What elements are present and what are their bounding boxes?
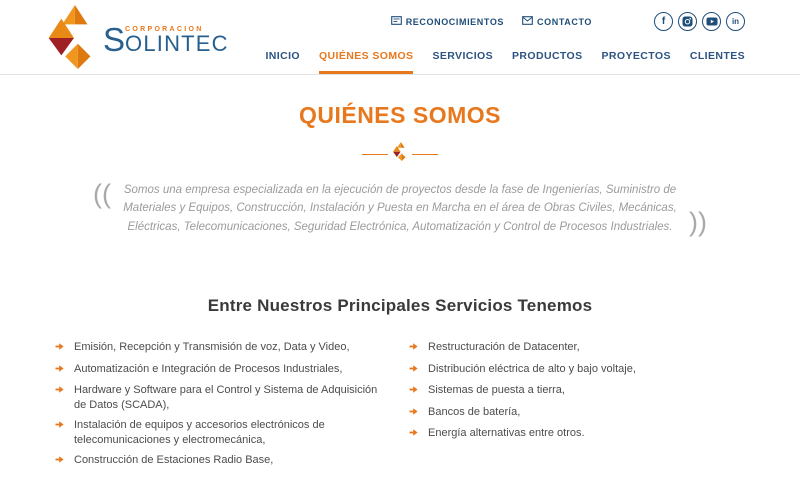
arrow-bullet-icon	[409, 363, 419, 378]
services-section	[0, 296, 800, 475]
list-item: Instalación de equipos y accesorios electrónicos de telecomunicaciones y electromecánica,	[55, 418, 391, 447]
list-item: Sistemas de puesta a tierra,	[409, 383, 745, 399]
services-grid	[0, 340, 800, 475]
arrow-bullet-icon	[409, 427, 419, 442]
instagram-icon[interactable]	[678, 12, 697, 31]
nav-clientes[interactable]: CLIENTES	[689, 50, 745, 62]
quote-open-mark: ((	[93, 179, 111, 209]
arrow-bullet-icon	[55, 341, 65, 356]
list-item: Energía alternativas entre otros.	[409, 426, 745, 442]
brand-logo[interactable]	[48, 0, 229, 74]
brand-corporation-label: CORPORACION	[125, 25, 204, 33]
envelope-icon	[522, 16, 533, 27]
divider-line-right	[412, 154, 438, 155]
youtube-icon[interactable]	[702, 12, 721, 31]
solintec-mini-logo-icon	[393, 142, 407, 166]
list-item: Bancos de batería,	[409, 405, 745, 421]
linkedin-icon[interactable]: in	[726, 12, 745, 31]
utility-bar	[391, 12, 745, 31]
nav-servicios[interactable]: SERVICIOS	[432, 50, 494, 62]
certificate-icon	[391, 16, 402, 27]
quote-close-mark: ))	[689, 207, 707, 238]
list-item: Automatización e Integración de Procesos Industriales,	[55, 362, 391, 378]
arrow-bullet-icon	[409, 341, 419, 356]
list-item: Hardware y Software para el Control y Sistema de Adquisición de Datos (SCADA),	[55, 383, 391, 412]
services-title: Entre Nuestros Principales Servicios Tenemos	[207, 296, 593, 316]
brand-wordmark	[103, 20, 229, 58]
main-nav	[265, 50, 745, 74]
arrow-bullet-icon	[55, 384, 65, 412]
solintec-logo-icon	[48, 5, 96, 74]
nav-productos[interactable]: PRODUCTOS	[512, 50, 583, 62]
arrow-bullet-icon	[55, 419, 65, 447]
nav-quienes-somos[interactable]: QUIÉNES SOMOS	[319, 50, 413, 74]
nav-inicio[interactable]: INICIO	[265, 50, 300, 62]
title-divider	[0, 142, 800, 166]
list-item: Construcción de Estaciones Radio Base,	[55, 453, 391, 469]
reconocimientos-link[interactable]	[391, 16, 504, 27]
quote-text: Somos una empresa especializada en la ejecución de proyectos desde la fase de Ingenierías, Suministro de Materiales y Equipos, Construcción, Instalación y Puesta en Marcha en el área de Obras Civiles, Mecánicas, Eléctricas, Telecomunicaciones, Seguridad Electrónica, Automatización y Control de Procesos Industriales.	[123, 184, 677, 233]
nav-proyectos[interactable]: PROYECTOS	[601, 50, 671, 62]
social-links	[654, 12, 745, 31]
page-head	[0, 75, 800, 166]
arrow-bullet-icon	[55, 454, 65, 469]
header-right	[265, 0, 745, 74]
company-quote	[93, 181, 707, 236]
list-item: Restructuración de Datacenter,	[409, 340, 745, 356]
arrow-bullet-icon	[409, 384, 419, 399]
services-list-right	[409, 340, 745, 475]
contacto-link[interactable]	[522, 16, 592, 27]
arrow-bullet-icon	[55, 363, 65, 378]
list-item: Distribución eléctrica de alto y bajo voltaje,	[409, 362, 745, 378]
services-list-left	[55, 340, 391, 475]
site-header	[0, 0, 800, 75]
list-item: Emisión, Recepción y Transmisión de voz, Data y Video,	[55, 340, 391, 356]
brand-initial: S	[103, 20, 126, 58]
arrow-bullet-icon	[409, 406, 419, 421]
facebook-icon[interactable]: f	[654, 12, 673, 31]
contacto-label: CONTACTO	[537, 16, 592, 27]
brand-name-rest: OLINTEC	[125, 30, 229, 56]
divider-line-left	[362, 154, 388, 155]
reconocimientos-label: RECONOCIMIENTOS	[405, 16, 505, 27]
page-title: QUIÉNES SOMOS	[298, 102, 502, 128]
